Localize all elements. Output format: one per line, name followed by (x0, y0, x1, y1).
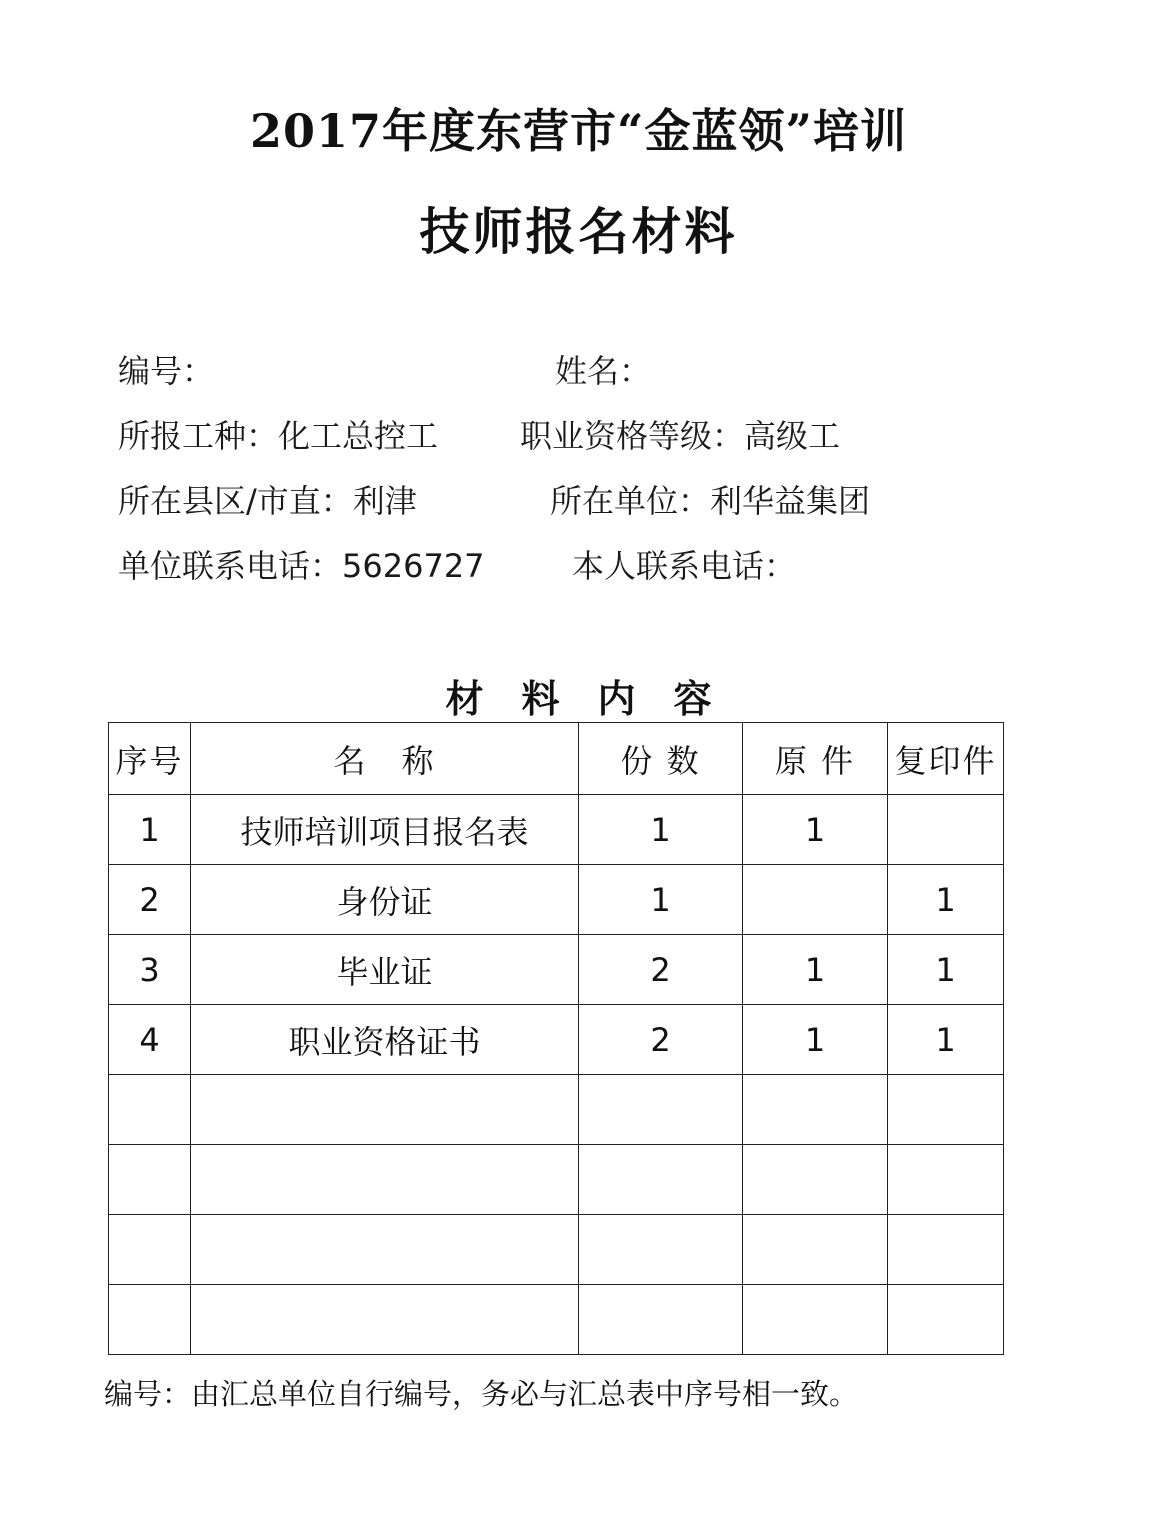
cell-original (743, 1215, 888, 1285)
document-title-line-1: 2017年度东营市“金蓝领”培训 (250, 104, 907, 158)
table-row (109, 1145, 1004, 1215)
qualification-level-value: 高级工 (744, 417, 841, 455)
cell-original: 1 (743, 1005, 888, 1075)
qualification-level-label: 职业资格等级： (520, 417, 745, 455)
cell-copies (579, 1285, 743, 1355)
cell-copies (579, 1215, 743, 1285)
personal-phone-field (572, 541, 796, 587)
cell-serial: 3 (109, 935, 191, 1005)
name-label: 姓名： (555, 352, 652, 390)
table-row (109, 935, 1004, 1005)
cell-name: 职业资格证书 (191, 1005, 579, 1075)
cell-serial: 2 (109, 865, 191, 935)
cell-photocopy (888, 795, 1004, 865)
header-original: 原 件 (743, 723, 888, 795)
personal-phone-label: 本人联系电话： (572, 547, 797, 585)
cell-original: 1 (743, 795, 888, 865)
cell-serial (109, 1285, 191, 1355)
job-type-label: 所报工种： (118, 417, 279, 455)
header-copies: 份 数 (579, 723, 743, 795)
employer-label: 所在单位： (550, 482, 711, 520)
table-header-row (109, 723, 1004, 795)
header-serial: 序号 (109, 723, 191, 795)
employer-value: 利华益集团 (710, 482, 871, 520)
qualification-level-field (520, 411, 840, 457)
name-field (555, 346, 651, 392)
cell-photocopy (888, 1145, 1004, 1215)
materials-section-title: 材 料 内 容 (445, 676, 712, 721)
cell-serial: 1 (109, 795, 191, 865)
cell-photocopy (888, 1075, 1004, 1145)
cell-original (743, 1285, 888, 1355)
cell-copies (579, 1145, 743, 1215)
employer-phone-value: 5626727 (342, 547, 485, 585)
cell-copies: 2 (579, 935, 743, 1005)
serial-number-label: 编号： (118, 352, 215, 390)
table-row (109, 1215, 1004, 1285)
cell-original: 1 (743, 935, 888, 1005)
cell-photocopy: 1 (888, 935, 1004, 1005)
employer-phone-field (118, 541, 485, 587)
cell-original (743, 1075, 888, 1145)
table-row (109, 1075, 1004, 1145)
footnote: 编号：由汇总单位自行编号，务必与汇总表中序号相一致。 (104, 1377, 859, 1411)
cell-serial (109, 1075, 191, 1145)
table-row (109, 1285, 1004, 1355)
cell-name (191, 1145, 579, 1215)
cell-serial: 4 (109, 1005, 191, 1075)
job-type-value: 化工总控工 (278, 417, 439, 455)
cell-name: 身份证 (191, 865, 579, 935)
cell-name: 技师培训项目报名表 (191, 795, 579, 865)
serial-number-field (118, 346, 214, 392)
job-type-field (118, 411, 438, 457)
cell-name (191, 1075, 579, 1145)
header-name: 名 称 (191, 723, 579, 795)
header-photocopy: 复印件 (888, 723, 1004, 795)
table-row (109, 795, 1004, 865)
employer-phone-label: 单位联系电话： (118, 547, 343, 585)
county-label: 所在县区/市直： (118, 482, 353, 520)
cell-copies: 2 (579, 1005, 743, 1075)
cell-photocopy: 1 (888, 1005, 1004, 1075)
county-field (118, 476, 417, 522)
cell-name (191, 1215, 579, 1285)
cell-copies: 1 (579, 865, 743, 935)
cell-photocopy: 1 (888, 865, 1004, 935)
employer-field (550, 476, 870, 522)
cell-copies (579, 1075, 743, 1145)
cell-original (743, 1145, 888, 1215)
cell-photocopy (888, 1215, 1004, 1285)
county-value: 利津 (352, 482, 417, 520)
cell-serial (109, 1215, 191, 1285)
cell-copies: 1 (579, 795, 743, 865)
cell-name (191, 1285, 579, 1355)
cell-original (743, 865, 888, 935)
cell-name: 毕业证 (191, 935, 579, 1005)
document-title-line-2: 技师报名材料 (419, 202, 738, 261)
cell-photocopy (888, 1285, 1004, 1355)
table-row (109, 1005, 1004, 1075)
table-row (109, 865, 1004, 935)
materials-table (108, 722, 1004, 1355)
cell-serial (109, 1145, 191, 1215)
